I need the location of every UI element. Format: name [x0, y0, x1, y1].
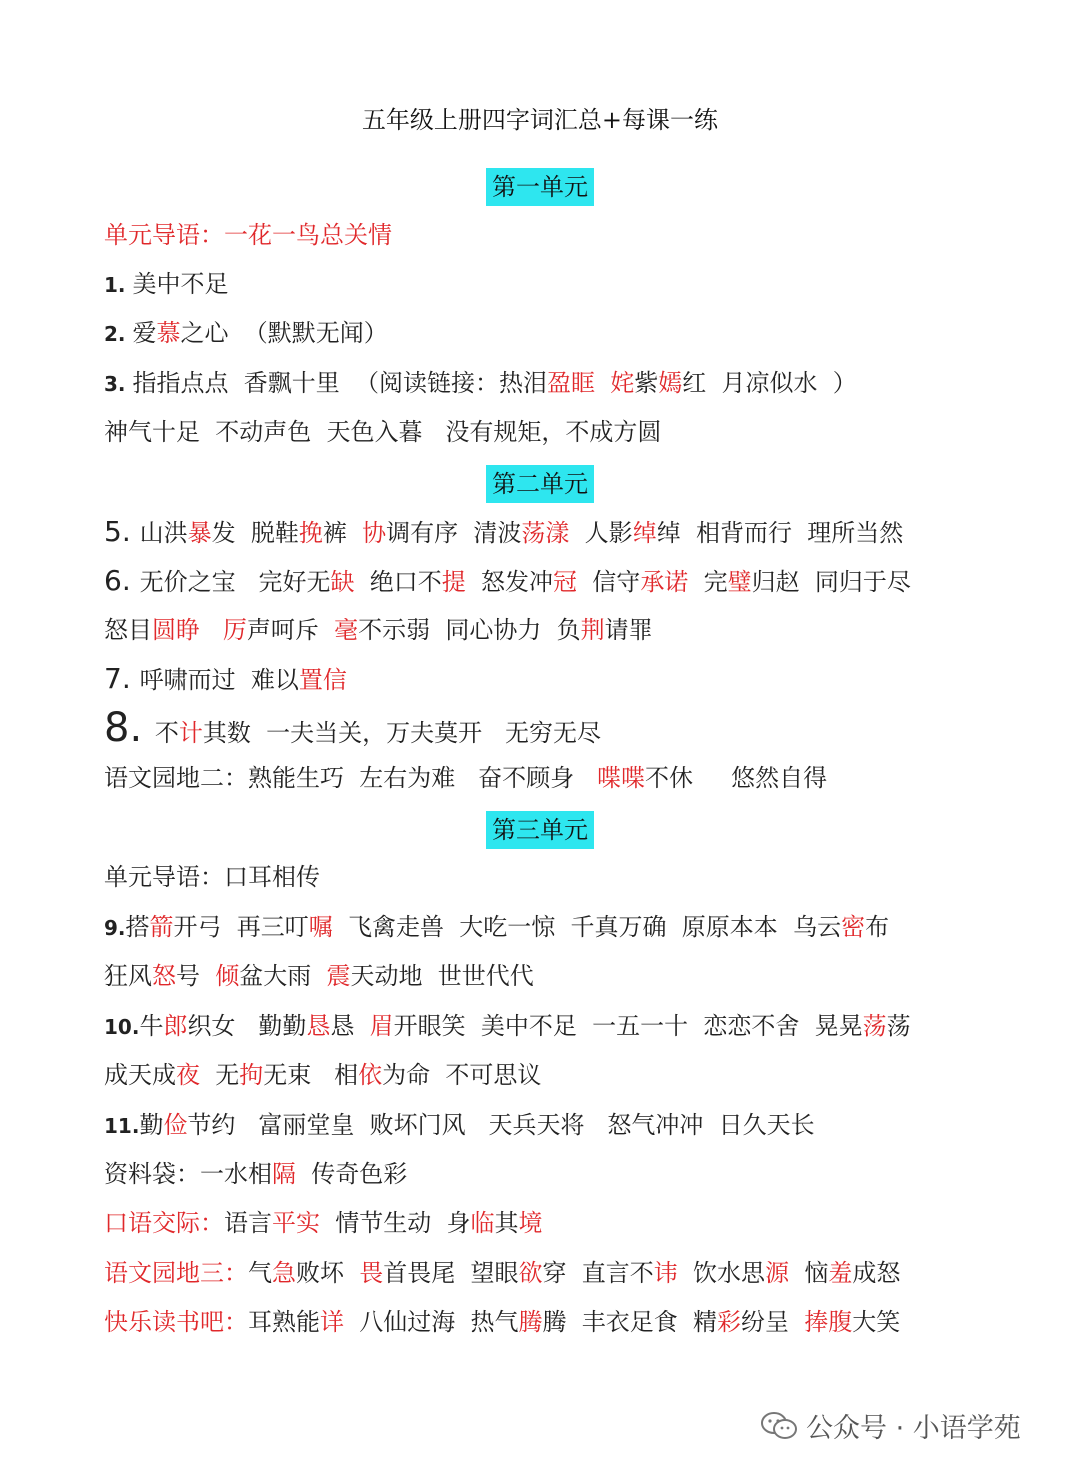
line-text: 爱	[132, 319, 157, 347]
highlighted-text: 协	[362, 519, 387, 547]
line-text: 恳	[330, 1012, 370, 1040]
word-line	[104, 515, 1004, 550]
line-text: 穿 直言不	[542, 1259, 654, 1287]
highlighted-text: 眉	[369, 1012, 394, 1040]
highlighted-text: 畏	[359, 1259, 384, 1287]
highlighted-text: 盈眶	[547, 369, 595, 397]
line-text: 大笑	[852, 1308, 901, 1336]
highlighted-text: 源	[765, 1259, 790, 1287]
highlighted-text: 捧腹	[804, 1308, 853, 1336]
line-text	[200, 616, 223, 644]
highlighted-text: 恳	[306, 1012, 331, 1040]
line-text: 八仙过海 热气	[344, 1308, 519, 1336]
line-text: 不示弱 同心协力 负	[358, 616, 581, 644]
highlighted-text: 嘱	[308, 913, 333, 941]
line-text: 裤	[322, 519, 363, 547]
line-text: 神气十足 不动声色 天色入暮 没有规矩，不成方圆	[104, 418, 662, 446]
line-text: 勤	[139, 1111, 164, 1139]
highlighted-text: 语文园地三：	[104, 1259, 248, 1287]
highlighted-text: 讳	[653, 1259, 678, 1287]
line-text: 盆大雨	[239, 962, 327, 990]
line-number: 11.	[104, 1114, 140, 1138]
line-text: 无价之宝 完好无	[139, 568, 331, 596]
highlighted-text: 临	[470, 1209, 495, 1237]
highlighted-text: 置信	[298, 666, 347, 694]
word-line	[104, 662, 1004, 697]
line-number: 1.	[104, 273, 133, 297]
line-text: 节约 富丽堂皇 败坏门风 天兵天将 怒气冲冲 日久天长	[187, 1111, 815, 1139]
line-text: 语文园地二：熟能生巧 左右为难 奋不顾身	[104, 764, 598, 792]
highlighted-text: 荆	[580, 616, 605, 644]
highlighted-text: 承诺	[640, 568, 689, 596]
wechat-icon	[760, 1410, 798, 1442]
line-text: 美中不足	[132, 270, 229, 298]
highlighted-text: 毫	[334, 616, 359, 644]
highlighted-text: 震	[326, 962, 351, 990]
highlighted-text: 郎	[163, 1012, 188, 1040]
line-text: 其	[494, 1209, 519, 1237]
line-number: 6.	[104, 564, 140, 597]
line-text: 怒发冲	[465, 568, 554, 596]
highlighted-text: 姹	[610, 369, 635, 397]
highlighted-text: 挽	[298, 519, 323, 547]
highlighted-text: 倾	[215, 962, 240, 990]
line-text: 织女 勤勤	[187, 1012, 307, 1040]
line-text: 开眼笑 美中不足 一五一十 恋恋不舍 晃晃	[393, 1012, 863, 1040]
word-line	[104, 1305, 1004, 1339]
highlighted-text: 急	[272, 1259, 296, 1287]
line-text: 信守	[577, 568, 641, 596]
word-line	[104, 860, 1004, 894]
line-text: 恼	[789, 1259, 829, 1287]
line-text: 请罪	[604, 616, 653, 644]
highlighted-text: 璧	[727, 568, 752, 596]
line-text: 其数 一夫当关，万夫莫开 无穷无尽	[202, 719, 602, 747]
line-text: 指指点点 香飘十里 （阅读链接：热泪	[132, 369, 547, 397]
highlighted-text: 密	[841, 913, 866, 941]
word-line	[104, 705, 1004, 751]
line-text	[595, 369, 610, 397]
footer-text: 公众号 · 小语学苑	[806, 1413, 1021, 1444]
highlighted-text: 平实	[272, 1209, 320, 1237]
highlighted-text: 计	[178, 719, 203, 747]
highlighted-text: 腾	[518, 1308, 543, 1336]
word-line	[104, 267, 1004, 302]
line-text: 调有序 清波	[386, 519, 522, 547]
highlighted-text: 圆睁	[152, 616, 200, 644]
word-line	[104, 366, 1004, 401]
line-text: 牛	[139, 1012, 164, 1040]
line-text: 成天成	[104, 1061, 176, 1089]
line-text: 腾 丰衣足食 精	[542, 1308, 718, 1336]
line-text: 情节生动 身	[320, 1209, 471, 1237]
line-text: 布	[865, 913, 890, 941]
unit-banner-3: 第三单元	[0, 811, 1080, 849]
line-text: 资料袋：一水相	[104, 1160, 272, 1188]
highlighted-text: 隔	[272, 1160, 296, 1188]
page-title: 五年级上册四字词汇总+每课一练	[361, 106, 719, 134]
line-number: 7.	[104, 662, 140, 695]
line-text: 归赵 同归于尽	[751, 568, 911, 596]
word-line	[104, 1256, 1004, 1290]
line-text: 绰 相背而行 理所当然	[656, 519, 904, 547]
line-text: 单元导语：口耳相传	[104, 863, 320, 891]
highlighted-text: 口语交际：	[104, 1209, 224, 1237]
line-text: 语言	[224, 1209, 272, 1237]
footer-watermark	[760, 1406, 1021, 1445]
highlighted-text: 提	[441, 568, 466, 596]
line-text: 不	[154, 719, 179, 747]
highlighted-text: 境	[518, 1209, 543, 1237]
highlighted-text: 拘	[239, 1061, 264, 1089]
word-line	[104, 910, 1004, 945]
word-line	[104, 613, 1004, 647]
highlighted-text: 单元导语：一花一鸟总关情	[104, 221, 392, 249]
line-text: 红 月凉似水 ）	[682, 369, 857, 397]
word-line	[104, 1108, 1004, 1143]
highlighted-text: 羞	[828, 1259, 853, 1287]
line-text: 纷呈	[741, 1308, 805, 1336]
word-line	[104, 415, 1004, 449]
line-text: 无束 相	[263, 1061, 359, 1089]
line-text: 人影	[569, 519, 633, 547]
highlighted-text: 夜	[176, 1061, 200, 1089]
line-text: 山洪	[139, 519, 188, 547]
highlighted-text: 怒	[152, 962, 176, 990]
line-text: 开弓 再三叮	[173, 913, 309, 941]
unit-banner-2: 第二单元	[0, 465, 1080, 503]
line-text: 呼啸而过 难以	[139, 666, 299, 694]
line-text: 气	[248, 1259, 272, 1287]
unit-banner-1: 第一单元	[0, 168, 1080, 206]
highlighted-text: 快乐读书吧：	[104, 1308, 248, 1336]
highlighted-text: 暴	[187, 519, 212, 547]
line-number: 9.	[104, 916, 126, 940]
word-line	[104, 959, 1004, 993]
line-text: 成怒	[852, 1259, 901, 1287]
line-text: 绝口不	[354, 568, 442, 596]
line-text: 败坏	[296, 1259, 360, 1287]
highlighted-text: 喋喋	[597, 764, 646, 792]
line-text: 完	[688, 568, 728, 596]
highlighted-text: 缺	[330, 568, 355, 596]
line-number: 8.	[104, 705, 155, 751]
line-number: 3.	[104, 372, 133, 396]
word-line	[104, 1058, 1004, 1092]
word-line	[104, 1206, 1004, 1240]
word-line	[104, 1157, 1004, 1191]
line-text: 飞禽走兽 大吃一惊 千真万确 原原本本 乌云	[332, 913, 842, 941]
line-text: 之心 （默默无闻）	[180, 319, 388, 347]
line-number: 10.	[104, 1015, 140, 1039]
line-text: 耳熟能	[248, 1308, 320, 1336]
highlighted-text: 依	[358, 1061, 383, 1089]
highlighted-text: 冠	[553, 568, 578, 596]
word-line	[104, 218, 1004, 252]
line-text: 传奇色彩	[296, 1160, 408, 1188]
word-line	[104, 1009, 1004, 1044]
highlighted-text: 荡	[862, 1012, 887, 1040]
highlighted-text: 欲	[518, 1259, 543, 1287]
line-text: 荡	[886, 1012, 911, 1040]
highlighted-text: 彩	[717, 1308, 742, 1336]
line-text: 发 脱鞋	[211, 519, 299, 547]
line-number: 2.	[104, 322, 133, 346]
line-text: 狂风	[104, 962, 152, 990]
line-number: 5.	[104, 515, 140, 548]
highlighted-text: 慕	[156, 319, 181, 347]
line-text: 饮水思	[677, 1259, 766, 1287]
word-line	[104, 761, 1004, 795]
highlighted-text: 详	[320, 1308, 344, 1336]
highlighted-text: 绰	[632, 519, 657, 547]
highlighted-text: 嫣	[658, 369, 683, 397]
highlighted-text: 箭	[149, 913, 174, 941]
line-text: 无	[200, 1061, 240, 1089]
line-text: 为命 不可思议	[382, 1061, 542, 1089]
line-text: 天动地 世世代代	[350, 962, 534, 990]
highlighted-text: 俭	[163, 1111, 188, 1139]
highlighted-text: 荡漾	[521, 519, 570, 547]
line-text: 紫	[634, 369, 659, 397]
line-text: 怒目	[104, 616, 152, 644]
word-line	[104, 316, 1004, 351]
word-line	[104, 564, 1004, 599]
line-text: 不休 悠然自得	[645, 764, 828, 792]
line-text: 搭	[125, 913, 150, 941]
line-text: 首畏尾 望眼	[383, 1259, 519, 1287]
line-text: 号	[176, 962, 216, 990]
highlighted-text: 厉	[222, 616, 247, 644]
line-text: 声呵斥	[246, 616, 335, 644]
